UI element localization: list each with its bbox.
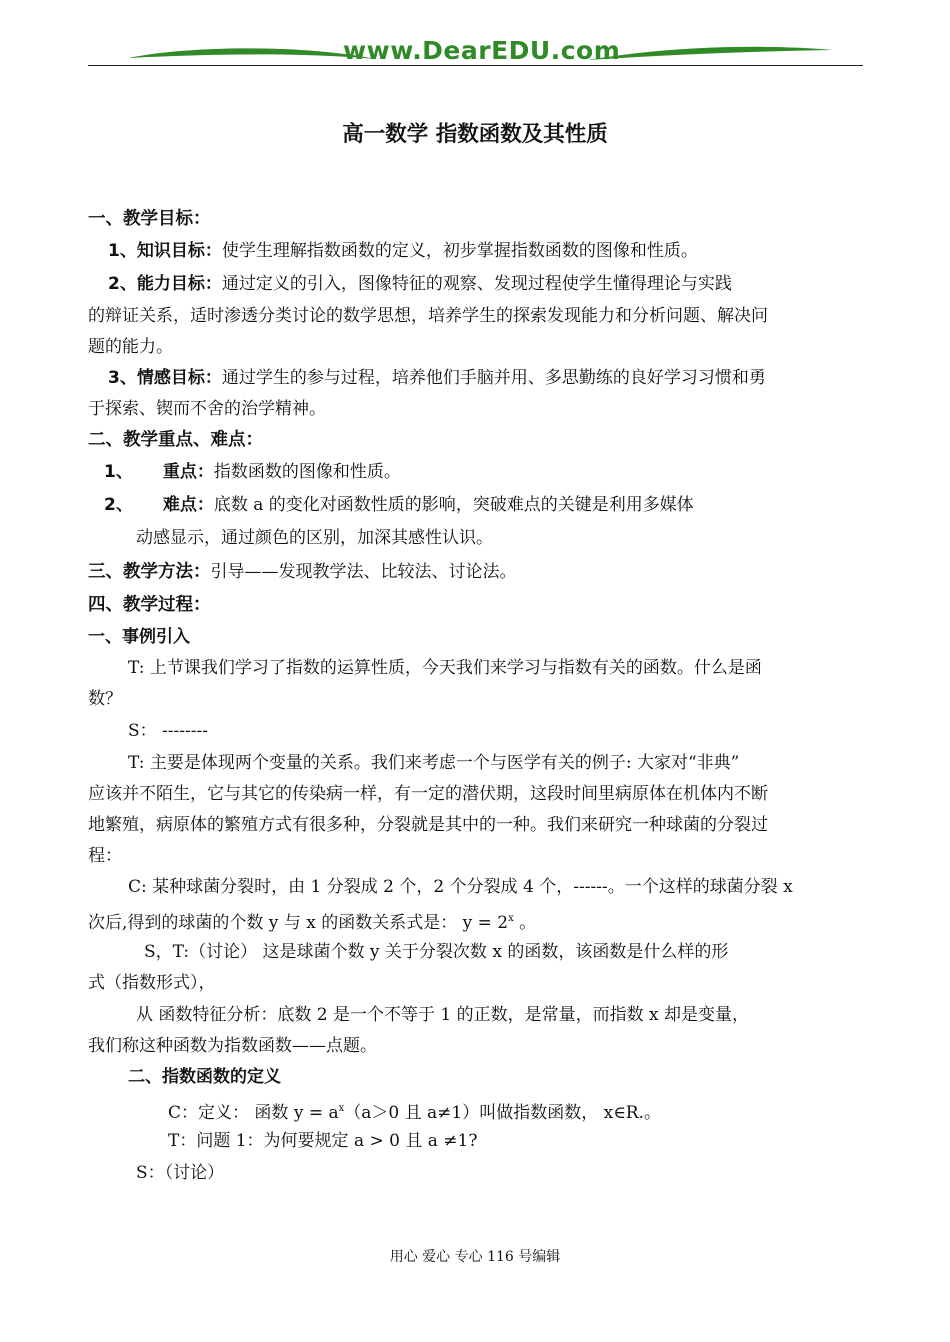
definition-exponent: x [338, 1103, 345, 1114]
subsection-heading-intro: 一、事例引入 [88, 627, 190, 647]
right-swoosh-icon [588, 42, 838, 66]
section-heading-key-points: 二、教学重点、难点： [88, 430, 263, 450]
key-point-2 [104, 494, 694, 516]
discussion-line-cont: 式（指数形式）， [88, 973, 216, 993]
goal-ability-label: 2、能力目标： [108, 274, 222, 294]
student-line: S： -------- [128, 721, 209, 741]
teacher-line-cont: 数？ [88, 689, 122, 709]
teacher-line: T: 上节课我们学习了指数的运算性质，今天我们来学习与指数有关的函数。什么是函 [128, 658, 762, 678]
definition-text: C：定义： 函数 y = a [168, 1103, 339, 1123]
page-title: 高一数学 指数函数及其性质 [342, 122, 608, 147]
case-line-cont [88, 908, 536, 934]
key-point-1-num: 1、 [104, 462, 133, 482]
key-point-1-text: 指数函数的图像和性质。 [213, 462, 401, 482]
goal-ability-cont: 题的能力。 [88, 337, 173, 357]
site-banner [88, 38, 863, 70]
site-name: www.DearEDU.com [343, 36, 621, 65]
section-heading-method: 三、教学方法： [88, 562, 211, 582]
definition-line [168, 1098, 661, 1124]
student-line: S：（讨论） [136, 1163, 225, 1183]
key-point-2-cont: 动感显示，通过颜色的区别，加深其感性认识。 [136, 528, 493, 548]
subsection-heading-definition: 二、指数函数的定义 [128, 1067, 281, 1087]
teacher-line-cont: 程： [88, 846, 122, 866]
case-line: C: 某种球菌分裂时，由 1 分裂成 2 个，2 个分裂成 4 个，------。一个这样的球菌分裂 x [128, 877, 793, 897]
goal-emotion-cont: 于探索、锲而不舍的治学精神。 [88, 399, 326, 419]
definition-text-end: （a＞0 且 a≠1）叫做指数函数， x∈R.。 [344, 1103, 661, 1123]
key-point-2-label: 难点： [162, 495, 214, 515]
teacher-line-cont: 应该并不陌生，它与其它的传染病一样，有一定的潜伏期，这段时间里病原体在机体内不断 [88, 784, 768, 804]
formula-exponent: x [508, 913, 514, 924]
analysis-line: 从 函数特征分析：底数 2 是一个不等于 1 的正数，是常量，而指数 x 却是变量， [136, 1005, 750, 1025]
header-rule [88, 65, 863, 66]
question-line: T：问题 1：为何要规定 a > 0 且 a ≠1? [168, 1131, 478, 1151]
goal-knowledge-text: 使学生理解指数函数的定义，初步掌握指数函数的图像和性质。 [221, 241, 698, 261]
goal-emotion-label: 3、情感目标： [108, 368, 222, 388]
goal-knowledge-label: 1、知识目标： [108, 241, 222, 261]
key-point-2-text: 底数 a 的变化对函数性质的影响，突破难点的关键是利用多媒体 [213, 495, 694, 515]
formula-end: 。 [513, 913, 537, 933]
teacher-line-cont: 地繁殖，病原体的繁殖方式有很多种，分裂就是其中的一种。我们来研究一种球菌的分裂过 [88, 815, 768, 835]
goal-emotion [108, 367, 766, 389]
key-point-1-label: 重点： [162, 462, 214, 482]
section-heading-process: 四、教学过程： [88, 595, 211, 615]
teacher-line: T: 主要是体现两个变量的关系。我们来考虑一个与医学有关的例子: 大家对“非典” [128, 753, 740, 773]
goal-ability-text: 通过定义的引入，图像特征的观察、发现过程使学生懂得理论与实践 [221, 274, 732, 294]
teaching-method [88, 561, 517, 583]
analysis-line-cont: 我们称这种函数为指数函数——点题。 [88, 1036, 377, 1056]
goal-knowledge [108, 240, 698, 262]
left-swoosh-icon [128, 42, 378, 66]
key-point-1 [104, 461, 401, 483]
page-footer: 用心 爱心 专心 116 号编辑 [389, 1249, 561, 1265]
goal-ability-cont: 的辩证关系，适时渗透分类讨论的数学思想，培养学生的探索发现能力和分析问题、解决问 [88, 306, 768, 326]
section-heading-goals: 一、教学目标： [88, 209, 211, 229]
teaching-method-text: 引导——发现教学法、比较法、讨论法。 [210, 562, 517, 582]
discussion-line: S，T:（讨论） 这是球菌个数 y 关于分裂次数 x 的函数，该函数是什么样的形 [144, 942, 729, 962]
goal-emotion-text: 通过学生的参与过程，培养他们手脑并用、多思勤练的良好学习习惯和勇 [221, 368, 766, 388]
key-point-2-num: 2、 [104, 495, 133, 515]
goal-ability [108, 273, 732, 295]
formula-text: 次后,得到的球菌的个数 y 与 x 的函数关系式是： y = 2 [88, 913, 509, 933]
